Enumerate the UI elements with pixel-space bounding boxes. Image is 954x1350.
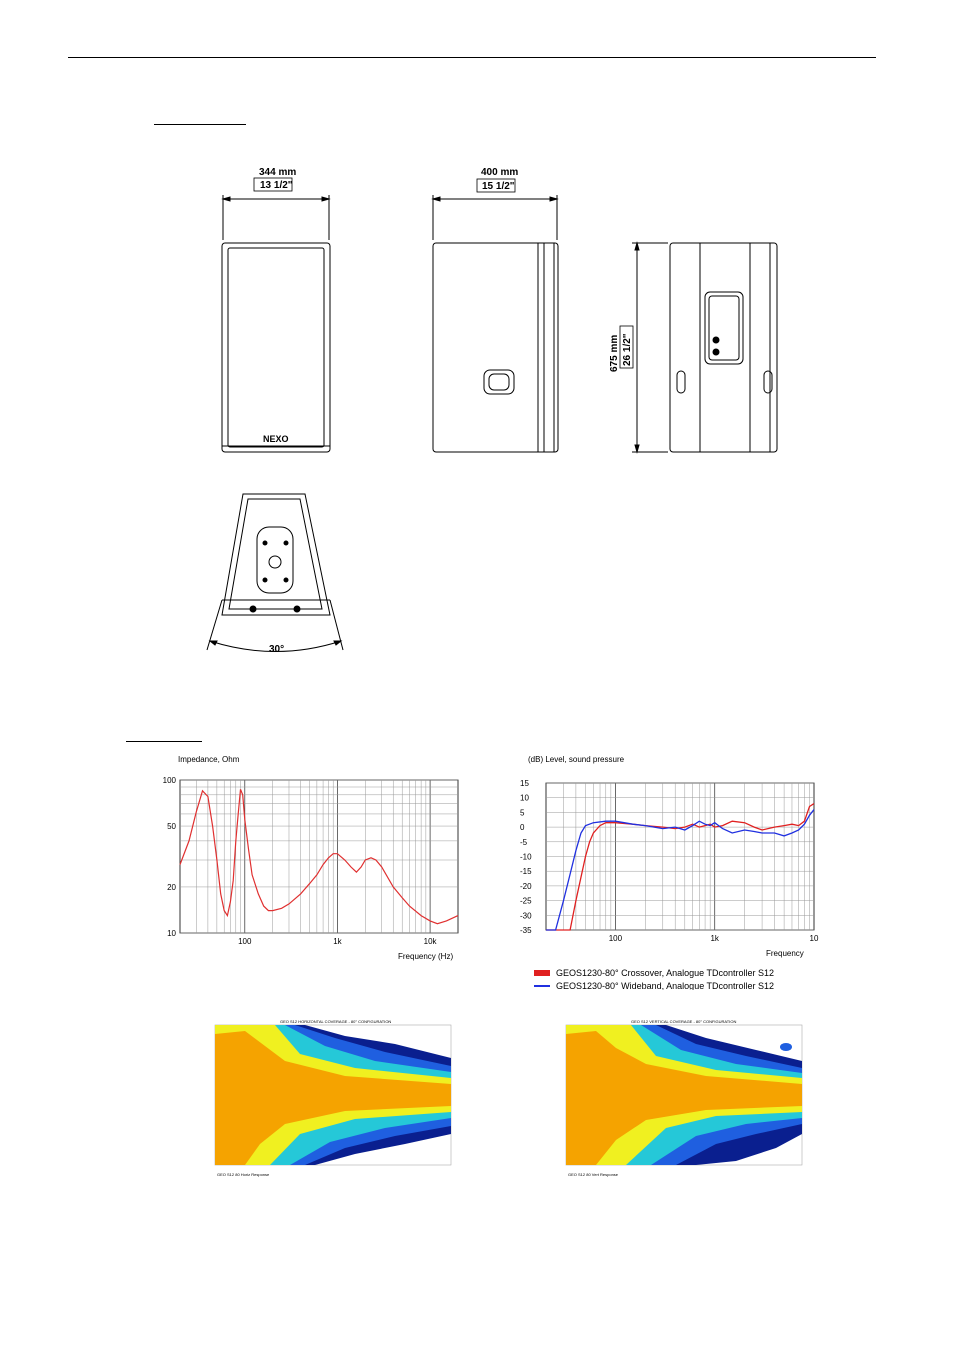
response-grid [546,783,814,930]
response-y-tick: 5 [520,808,525,818]
legend-label-crossover: GEOS1230-80° Crossover, Analogue TDcontroller S12 [556,968,775,978]
response-x-tick: 1k [710,934,719,943]
width-side-inch: 15 1/2" [482,181,515,192]
frequency-response-chart [500,750,820,965]
response-y-tick: -35 [520,926,532,935]
side-view-drawing [433,195,558,452]
response-series-crossover [546,804,814,930]
impedance-y-tick: 20 [167,882,176,892]
impedance-title: Impedance, Ohm [178,755,240,764]
impedance-x-tick: 10k [423,937,437,946]
angle-label: 30° [269,644,285,655]
response-y-tick: -5 [520,837,528,847]
legend-item-wideband [534,982,774,990]
coverage-h-footer: GEO S12 80 Horiz Response [217,1172,270,1177]
impedance-x-tick: 100 [238,937,252,946]
coverage-v-title: GEO S12 VERTICAL COVERAGE - 80° CONFIGURATION [631,1019,737,1024]
height-inch: 26 1/2" [622,333,633,366]
nexo-logo: NEXO [263,434,289,444]
width-side-mm: 400 mm [481,167,519,178]
width-front-inch: 13 1/2" [260,180,293,191]
response-x-tick: 100 [608,934,623,943]
impedance-grid [180,780,458,933]
response-y-tick: 10 [520,793,529,803]
impedance-chart [150,750,470,965]
response-y-tick: -20 [520,881,532,891]
response-y-tick: -10 [520,852,532,862]
coverage-v-footer: GEO S12 80 Vert Response [568,1172,619,1177]
impedance-y-ticks [163,776,177,938]
impedance-y-tick: 10 [167,929,176,938]
response-y-tick: -25 [520,896,532,906]
impedance-x-ticks [238,937,437,946]
bottom-view-drawing [207,494,343,652]
legend-label-wideband: GEOS1230-80° Wideband, Analogue TDcontroller S12 [556,982,775,990]
response-y-tick: -30 [520,911,532,921]
top-view-drawing [632,243,777,452]
impedance-y-tick: 100 [162,776,176,785]
response-title: (dB) Level, sound pressure [528,755,625,764]
impedance-xlabel: Frequency (Hz) [398,952,454,961]
response-x-tick: 10 [809,934,819,943]
response-x-ticks [609,934,819,943]
response-y-ticks [520,779,532,935]
legend-swatch-blue [534,985,550,987]
front-view-drawing [222,195,330,452]
height-mm: 675 mm [609,334,620,372]
legend-swatch-red [534,970,550,976]
vertical-coverage-map [556,1016,806,1180]
response-y-tick: 0 [520,823,525,833]
coverage-h-title: GEO S12 HORIZONTAL COVERAGE - 80° CONFIGURATION [280,1019,392,1024]
impedance-y-tick: 50 [167,822,176,832]
response-xlabel: Frequency [766,949,804,958]
width-front-mm: 344 mm [259,167,297,178]
response-y-tick: -15 [520,867,532,877]
section-heading-curves [126,741,202,742]
response-y-tick: 15 [520,779,529,788]
legend-item-crossover [534,968,774,978]
impedance-x-tick: 1k [333,937,342,946]
impedance-series-line [180,789,458,923]
horizontal-coverage-map [205,1016,455,1180]
